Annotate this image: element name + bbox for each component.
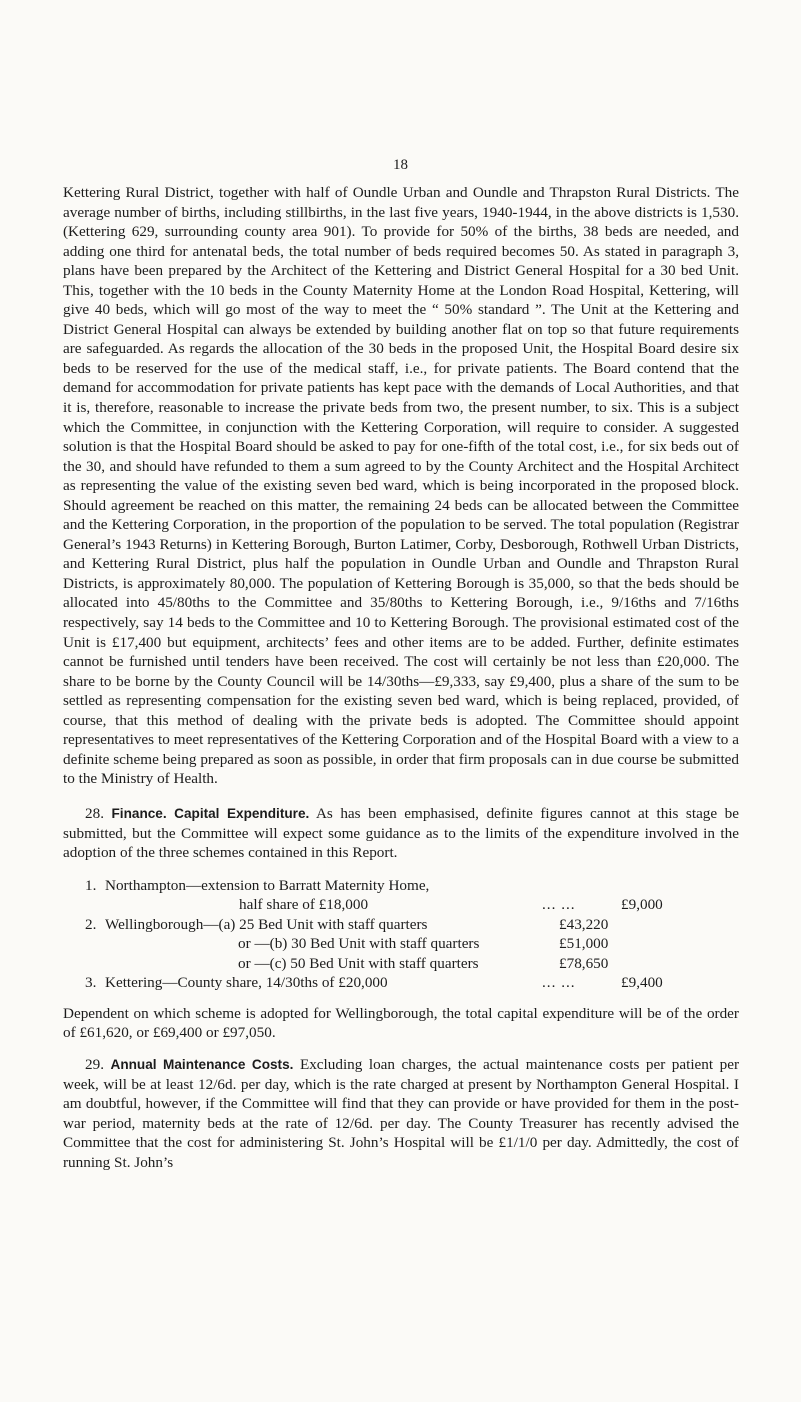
dependent-paragraph: Dependent on which scheme is adopted for Wellingborough, the total capital expenditure will be of the order of £61,620, or £69,400 or £97,050.	[63, 1004, 739, 1042]
expenditure-list	[63, 876, 739, 993]
list-item: 3. Kettering—County share, 14/30ths of £20,000 ... ... £9,400	[85, 974, 663, 992]
section-29-number: 29.	[85, 1055, 104, 1073]
amount: £51,000	[559, 935, 609, 953]
section-29-heading: Annual Maintenance Costs.	[110, 1056, 294, 1072]
section-29-paragraph	[63, 1055, 739, 1172]
section-28-number: 28.	[85, 804, 104, 822]
document-body	[63, 183, 739, 1172]
list-item: or —(c) 50 Bed Unit with staff quarters £78,650	[238, 954, 609, 972]
amount: £78,650	[559, 954, 609, 972]
list-item: 1. Northampton—extension to Barratt Maternity Home,	[85, 876, 430, 894]
list-item: or —(b) 30 Bed Unit with staff quarters £51,000	[238, 935, 609, 953]
intro-paragraph: Kettering Rural District, together with half of Oundle Urban and Oundle and Thrapston Rural Districts. The average number of births, including stillbirths, in the last five years, 1940-1944, in the above districts is 1,530. (Kettering 629, surrounding county area 901). To provide for 50% of the births, 38 beds are needed, and adding one third for antenatal beds, the total number of beds required becomes 50. As stated in paragraph 3, plans have been prepared by the Architect of the Kettering and District General Hospital for a 30 bed Unit. This, together with the 10 beds in the County Maternity Home at the London Road Hospital, Kettering, will give 40 beds, which will go most of the way to meet the “ 50% standard ”. The Unit at the Kettering and District General Hospital can always be extended by building another flat on top so that future requirements are safeguarded. As regards the allocation of the 30 beds in the proposed Unit, the Hospital Board desire six beds to be reserved for the use of the medical staff, i.e., for private patients. The Board contend that the demand for accommodation for private patients has kept pace with the demands of Local Authorities, and that it is, therefore, reasonable to increase the private beds from two, the present number, to six. This is a subject which the Committee, in conjunction with the Kettering Corporation, will require to consider. A suggested solution is that the Hospital Board should be asked to pay for one-fifth of the total cost, i.e., for six beds out of the 30, and should have refunded to them a sum agreed to by the County Architect and the Hospital Architect as representing the value of the existing seven bed ward, which is being incorporated in the proposed block. Should agreement be reached on this matter, the remaining 24 beds can be allocated between the Committee and the Kettering Corporation, in the proportion of the population to be served. The total population (Registrar General’s 1943 Returns) in Kettering Borough, Burton Latimer, Corby, Desborough, Rothwell Urban Districts, and Kettering Rural District, plus half the population in Oundle Urban and Oundle and Thrapston Rural Districts, is approximately 80,000. The population of Kettering Borough is 35,000, so that the beds should be allocated into 45/80ths to the Committee and 35/80ths to Kettering Borough, i.e., 9/16ths and 7/16ths respectively, say 14 beds to the Committee and 10 to Kettering Borough. The provisional estimated cost of the Unit is £17,400 but equipment, architects’ fees and other items are to be added. Further, definite estimates cannot be furnished until tenders have been received. The cost will certainly be not less than £20,000. The share to be borne by the County Council will be 14/30ths—£9,333, say £9,400, plus a share of the sum to be settled as representing compensation for the existing seven bed ward, which is being replaced, provided, of course, that this method of dealing with the private beds is adopted. The Committee should appoint representatives to meet representatives of the Kettering Corporation and of the Hospital Board with a view to a definite scheme being prepared as soon as possible, in order that firm proposals can in due course be submitted to the Ministry of Health.	[63, 184, 739, 788]
page-number: 18	[393, 157, 408, 173]
section-28-text: As has been emphasised, definite figures cannot at this stage be submitted, but the Committee will expect some guidance as to the limits of the expenditure involved in the adoption of the three schemes contained in this Report.	[63, 804, 739, 862]
amount: £9,000	[621, 896, 663, 914]
section-29-text: Excluding loan charges, the actual maintenance costs per patient per week, will be at least 12/6d. per day, which is the rate charged at present by Northampton General Hospital. I am doubtful, however, if the Committee will find that they can provide or have provided for them in the post-war period, maternity beds at the rate of 12/6d. per day. The County Treasurer has recently advised the Committee that the cost for administering St. John’s Hospital will be £1/1/0 per day. Admittedly, the cost of running St. John’s	[63, 1055, 740, 1171]
section-28-paragraph	[63, 804, 739, 863]
list-item: 2. Wellingborough—(a) 25 Bed Unit with staff quarters £43,220	[85, 915, 609, 933]
section-28-heading: Finance. Capital Expenditure.	[111, 805, 310, 821]
amount: £9,400	[621, 974, 663, 992]
list-item: half share of £18,000 ... ... £9,000	[239, 896, 663, 914]
amount: £43,220	[559, 915, 609, 933]
